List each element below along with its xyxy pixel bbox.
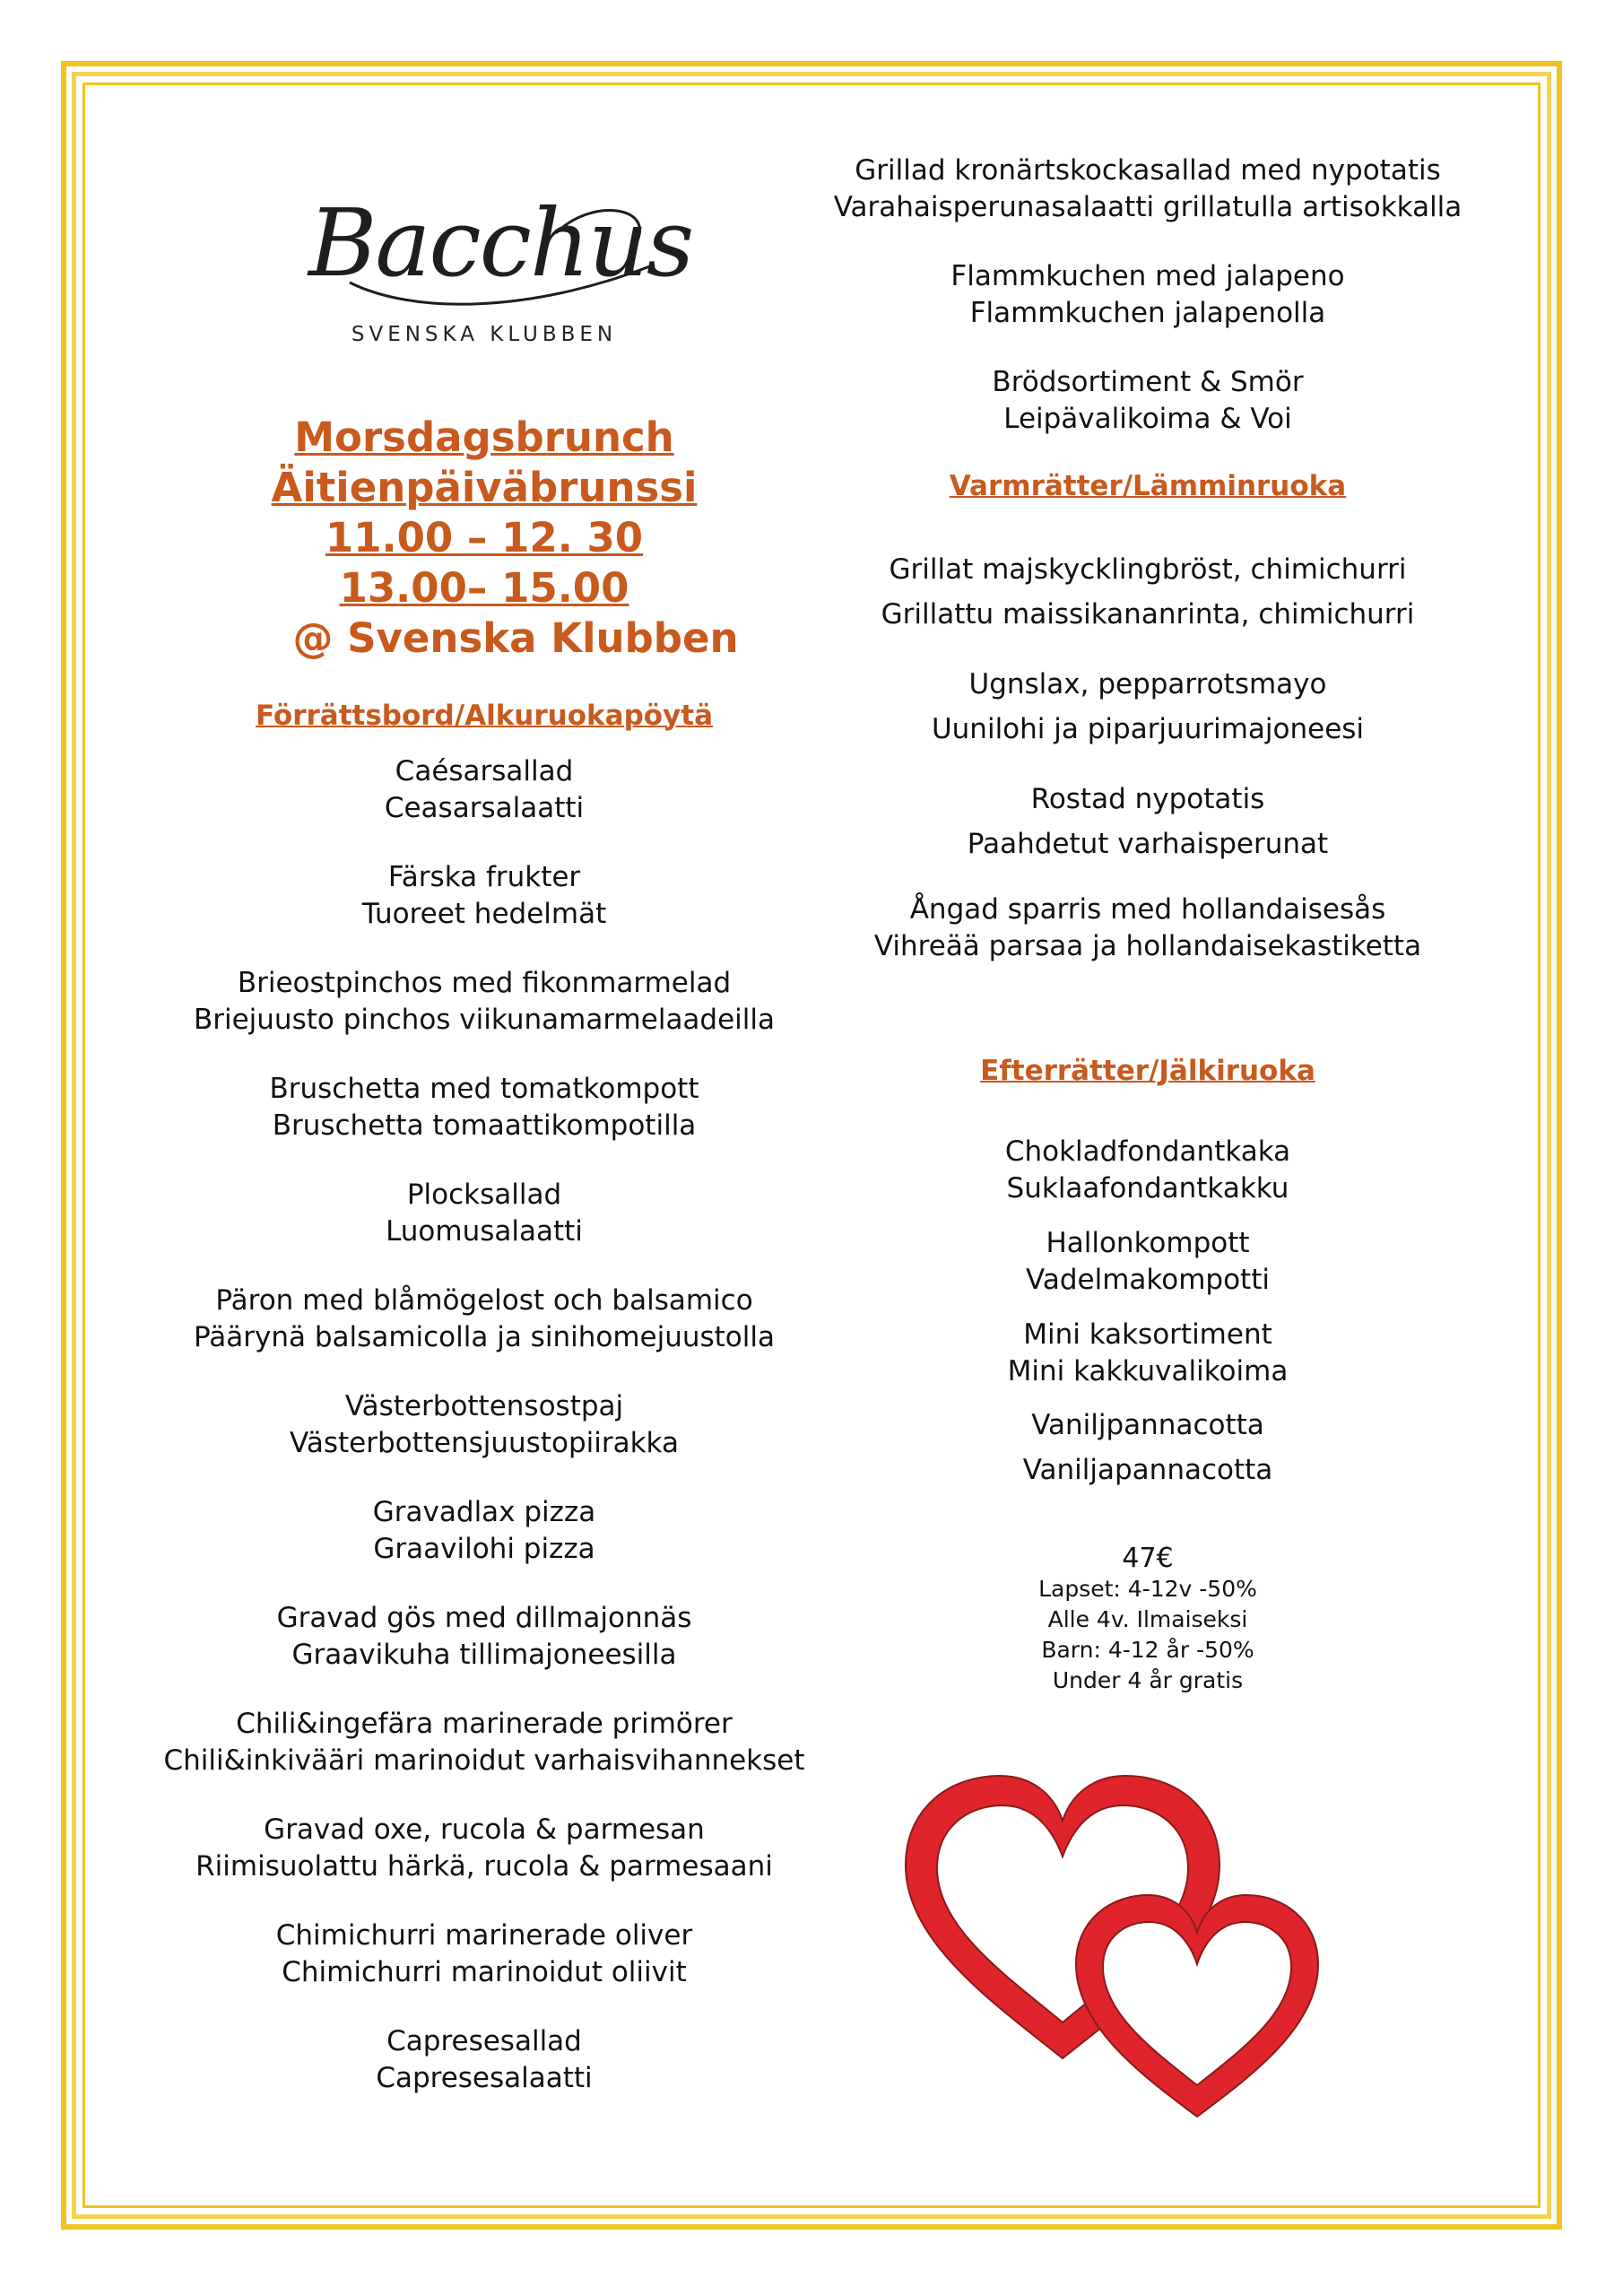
item-finnish: Tuoreet hedelmät [361, 898, 607, 930]
menu-item [143, 1706, 825, 1779]
left-column [143, 179, 825, 2129]
item-finnish: Leipävalikoima & Voi [1003, 403, 1292, 435]
item-finnish: Flammkuchen jalapenolla [969, 297, 1326, 329]
menu-item [143, 1071, 825, 1144]
price-note: Under 4 år gratis [1052, 1667, 1244, 1693]
item-finnish: Luomusalaatti [386, 1215, 583, 1248]
menu-item [143, 859, 825, 933]
item-swedish: Färska frukter [387, 861, 581, 893]
menu-item [807, 662, 1488, 752]
price-note: Lapset: 4-12v -50% [1038, 1576, 1257, 1602]
menu-item [143, 753, 825, 827]
item-finnish: Vihreää parsaa ja hollandaisekastiketta [873, 930, 1422, 962]
headline-time-1: 11.00 – 12. 30 [325, 514, 644, 561]
item-finnish: Uunilohi ja piparjuurimajoneesi [931, 713, 1365, 745]
item-swedish: Caésarsallad [395, 755, 574, 787]
item-swedish: Bruschetta med tomatkompott [269, 1073, 699, 1105]
item-finnish: Päärynä balsamicolla ja sinihomejuustolla [194, 1321, 775, 1353]
item-swedish: Grillad kronärtskockasallad med nypotatis [855, 154, 1441, 187]
headline-finnish: Äitienpäiväbrunssi [271, 464, 698, 511]
mains-list [807, 547, 1488, 965]
desserts-list [807, 1134, 1488, 1492]
item-finnish: Graavilohi pizza [373, 1533, 595, 1565]
bacchus-logo [296, 179, 693, 359]
menu-item [143, 1600, 825, 1674]
menu-item [143, 2023, 825, 2097]
starters-title: Förrättsbord/Alkuruokapöytä [255, 700, 714, 732]
menu-item [143, 1812, 825, 1885]
item-finnish: Briejuusto pinchos viikunamarmelaadeilla [193, 1004, 776, 1036]
item-swedish: Päron med blåmögelost och balsamico [215, 1284, 753, 1317]
item-finnish: Grillattu maissikananrinta, chimichurri [881, 598, 1415, 631]
item-swedish: Mini kaksortiment [1023, 1318, 1272, 1351]
item-swedish: Ugnslax, pepparrotsmayo [968, 668, 1327, 700]
item-finnish: Suklaafondantkakku [1006, 1172, 1289, 1205]
item-swedish: Capresesallad [386, 2025, 582, 2057]
headline-venue: @ Svenska Klubben [292, 614, 739, 662]
headline [143, 413, 825, 664]
item-swedish: Västerbottensostpaj [344, 1390, 624, 1422]
item-swedish: Vaniljpannacotta [1031, 1409, 1264, 1441]
item-swedish: Ångad sparris med hollandaisesås [909, 893, 1386, 926]
logo-subtitle: SVENSKA KLUBBEN [351, 323, 618, 346]
item-finnish: Varahaisperunasalaatti grillatulla artisokkalla [833, 191, 1462, 223]
item-swedish: Chimichurri marinerade oliver [275, 1919, 693, 1952]
item-swedish: Gravad gös med dillmajonnäs [276, 1602, 692, 1634]
item-swedish: Gravad oxe, rucola & parmesan [264, 1813, 705, 1846]
item-swedish: Grillat majskycklingbröst, chimichurri [889, 553, 1407, 586]
menu-item [143, 1494, 825, 1568]
item-swedish: Hallonkompott [1046, 1227, 1250, 1259]
item-finnish: Chimichurri marinoidut oliivit [282, 1956, 687, 1988]
right-column [807, 152, 1488, 1696]
item-finnish: Vadelmakompotti [1026, 1264, 1270, 1296]
item-finnish: Graavikuha tillimajoneesilla [291, 1639, 677, 1671]
menu-item [807, 1225, 1488, 1299]
menu-item [807, 364, 1488, 438]
menu-item [143, 1177, 825, 1250]
item-finnish: Vaniljapannacotta [1022, 1454, 1273, 1486]
desserts-title: Efterrätter/Jälkiruoka [980, 1055, 1315, 1087]
menu-item [807, 1134, 1488, 1207]
menu-item [143, 1283, 825, 1356]
menu-item [807, 258, 1488, 332]
menu-item [807, 1403, 1488, 1492]
headline-swedish: Morsdagsbrunch [294, 413, 674, 461]
item-swedish: Brieostpinchos med fikonmarmelad [237, 967, 732, 999]
item-finnish: Mini kakkuvalikoima [1007, 1355, 1289, 1387]
item-finnish: Ceasarsalaatti [384, 792, 585, 824]
item-swedish: Brödsortiment & Smör [992, 366, 1304, 398]
two-hearts-icon [888, 1762, 1354, 2121]
item-swedish: Rostad nypotatis [1030, 783, 1265, 815]
price-note: Barn: 4-12 år -50% [1041, 1637, 1254, 1663]
item-finnish: Västerbottensjuustopiirakka [290, 1427, 679, 1459]
item-swedish: Flammkuchen med jalapeno [950, 260, 1345, 292]
price-notes [807, 1574, 1488, 1696]
starters-list [143, 753, 825, 2097]
menu-item [807, 547, 1488, 637]
menu-item [143, 965, 825, 1039]
item-finnish: Bruschetta tomaattikompotilla [272, 1109, 697, 1142]
menu-item [807, 1317, 1488, 1390]
logo-script-text: Bacchus [308, 188, 693, 298]
item-finnish: Paahdetut varhaisperunat [967, 828, 1329, 860]
price-note: Alle 4v. Ilmaiseksi [1047, 1606, 1248, 1632]
menu-item [143, 1388, 825, 1462]
item-finnish: Capresesalaatti [376, 2062, 593, 2094]
menu-item [807, 152, 1488, 226]
item-finnish: Riimisuolattu härkä, rucola & parmesaani [195, 1850, 773, 1883]
item-swedish: Chokladfondantkaka [1004, 1135, 1291, 1168]
item-swedish: Chili&ingefära marinerade primörer [236, 1708, 733, 1740]
headline-time-2: 13.00– 15.00 [339, 564, 629, 612]
item-swedish: Gravadlax pizza [372, 1496, 596, 1528]
price: 47€ [1122, 1543, 1174, 1574]
menu-item [807, 891, 1488, 965]
item-finnish: Chili&inkivääri marinoidut varhaisvihannekset [163, 1744, 805, 1777]
item-swedish: Plocksallad [406, 1178, 562, 1211]
menu-item [807, 777, 1488, 866]
mains-title: Varmrätter/Lämminruoka [949, 470, 1347, 502]
menu-item [143, 1918, 825, 1991]
